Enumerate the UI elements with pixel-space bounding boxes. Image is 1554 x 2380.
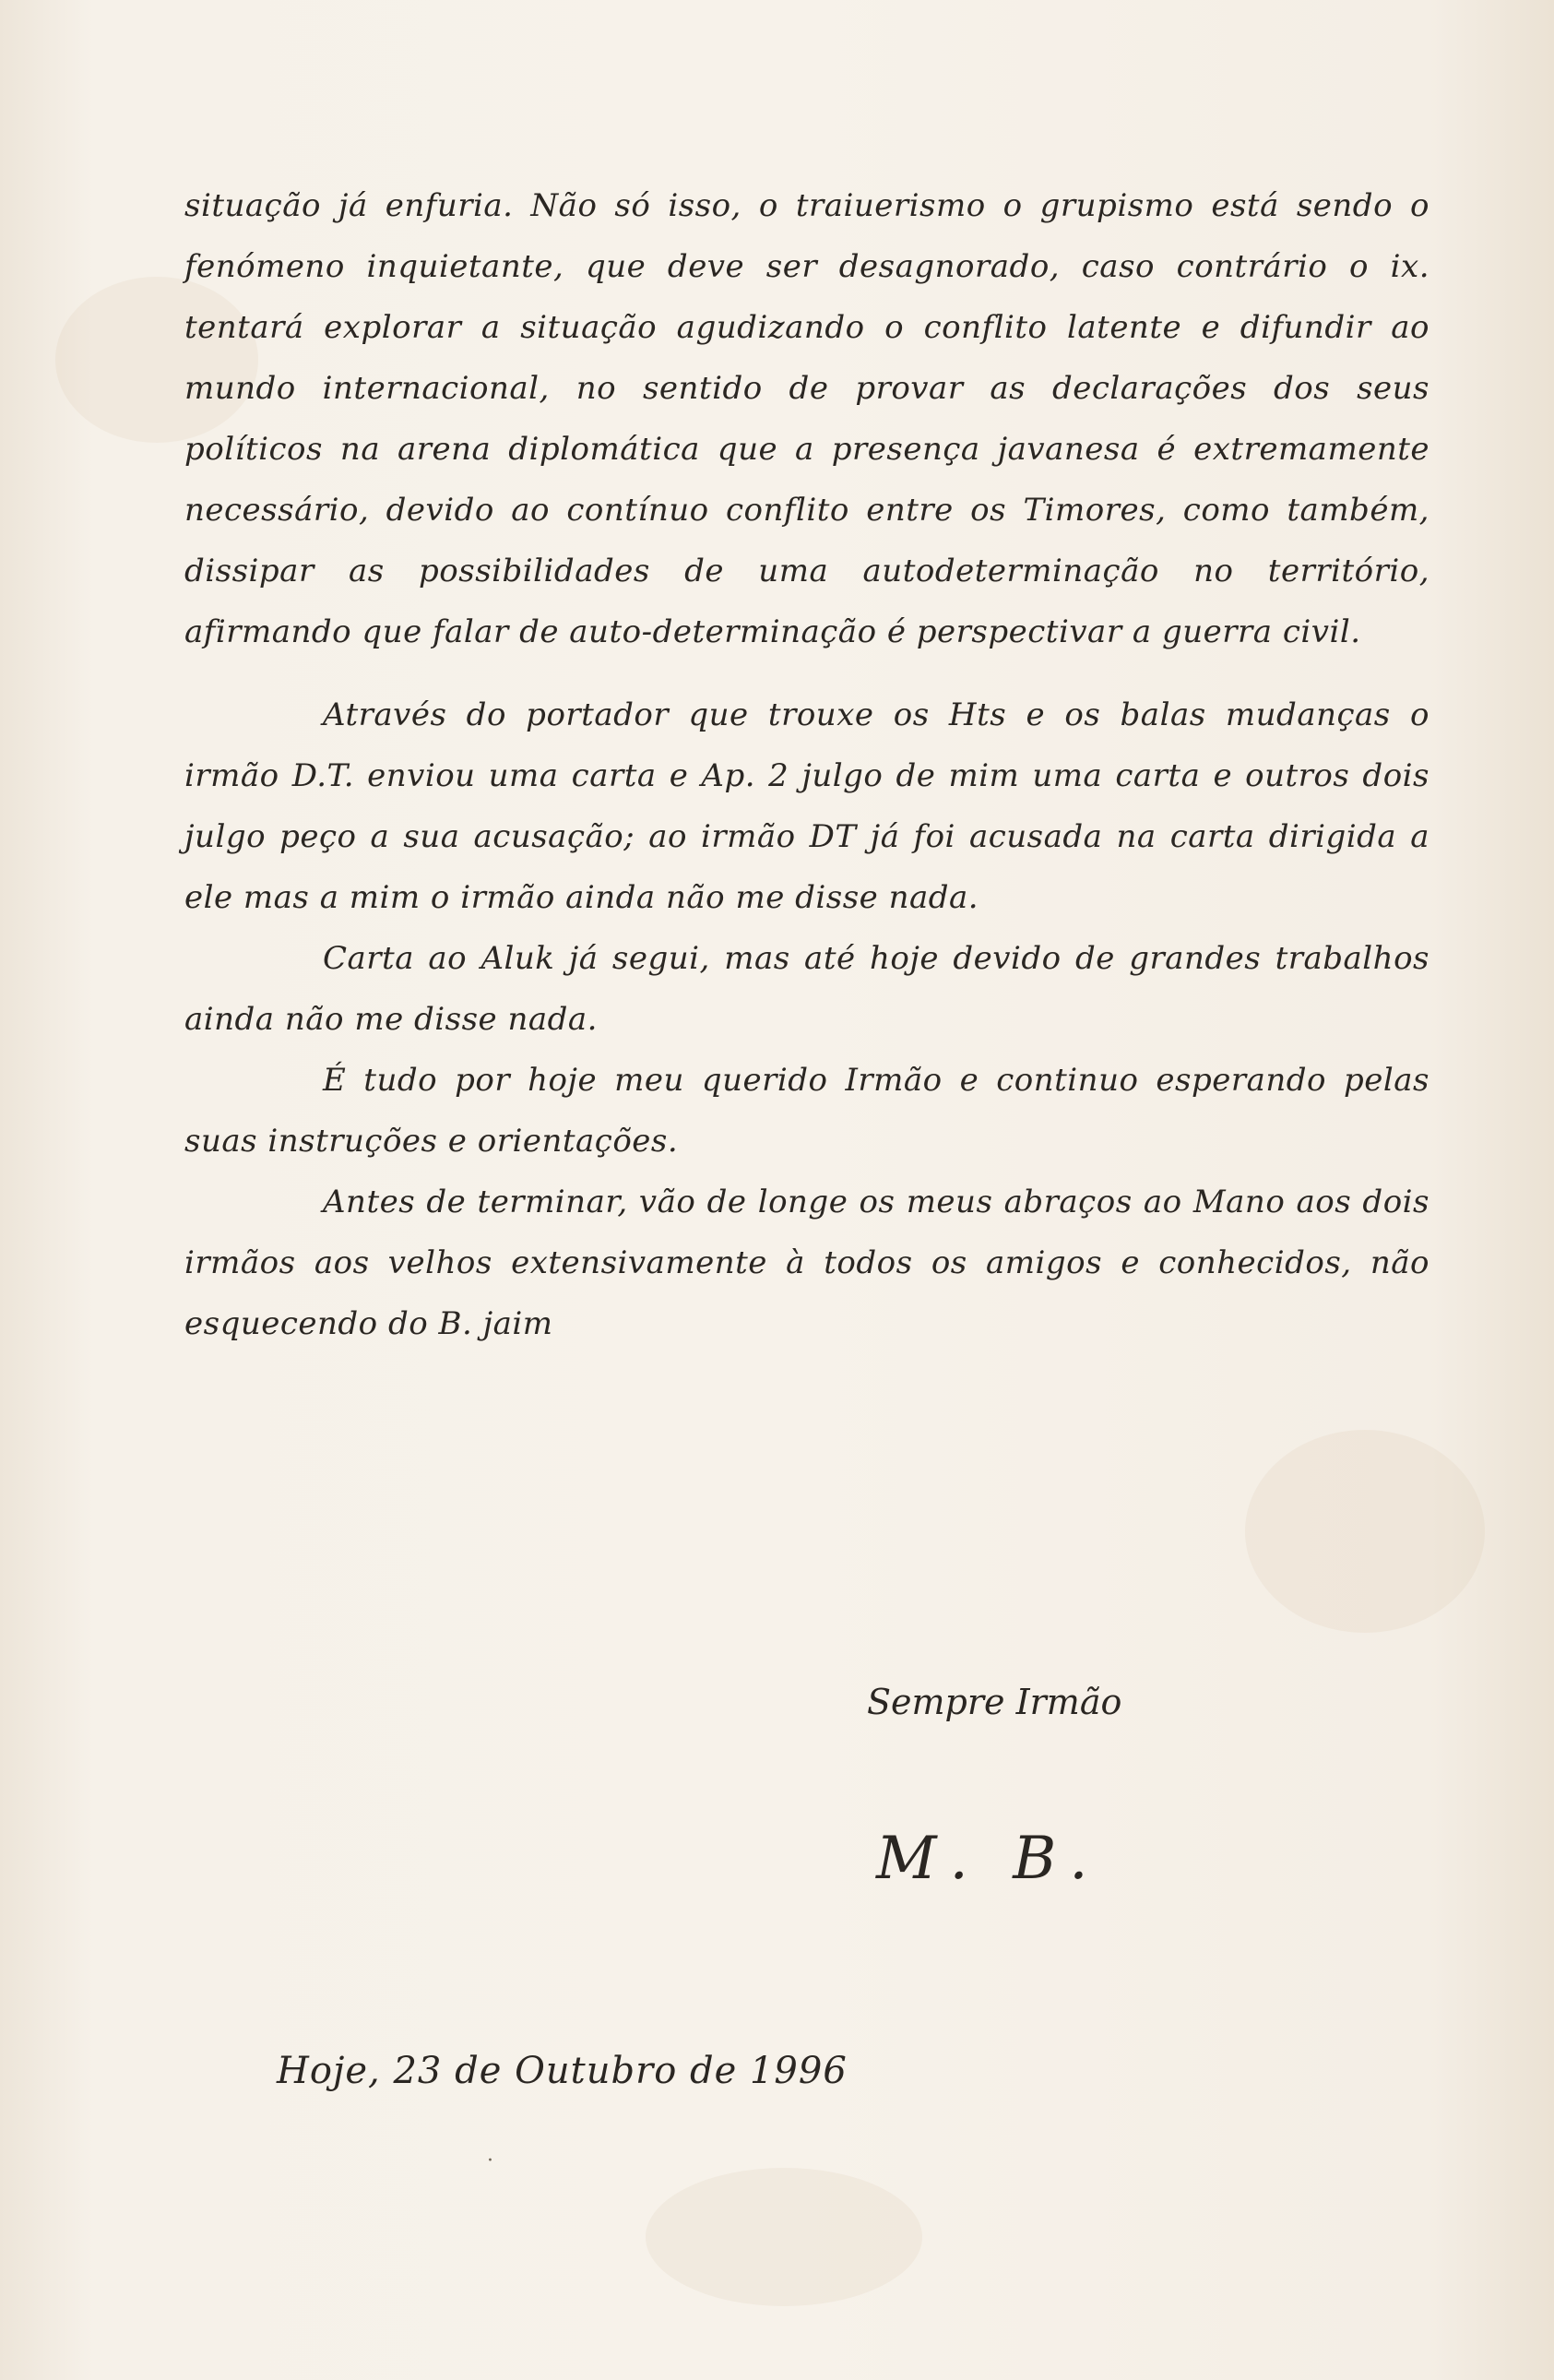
paper-stain	[1245, 1430, 1485, 1633]
paper-stain	[646, 2168, 922, 2306]
paragraph-1: situação já enfuria. Não só isso, o traiuerismo o grupismo está sendo o fenómeno inquietante, que deve ser desagnorado, caso contrário o ix. tentará explorar a situação agudizando o conflito latente e difundir ao mundo internacional, no sentido de provar as declarações dos seus políticos na arena diplomática que a presença javanesa é extremamente necessário, devido ao contínuo conflito entre os Timores, como também, dissipar as possibilidades de uma autodeterminação no território, afirmando que falar de auto-determinação é perspectivar a guerra civil.	[184, 187, 1429, 650]
letter-date: Hoje, 23 de Outubro de 1996	[277, 2050, 848, 2092]
closing-salutation: Sempre Irmão	[867, 1682, 1122, 1722]
ink-dot-mark: ·	[487, 2149, 493, 2172]
signature: M. B.	[876, 1825, 1101, 1893]
letter-body	[184, 175, 1429, 1354]
paragraph-3: Carta ao Aluk já segui, mas até hoje devido de grandes trabalhos ainda não me disse nada.	[184, 940, 1429, 1038]
paragraph-5: Antes de terminar, vão de longe os meus abraços ao Mano aos dois irmãos aos velhos extensivamente à todos os amigos e conhecidos, não esquecendo do B. jaim	[184, 1184, 1429, 1342]
paragraph-2: Através do portador que trouxe os Hts e os balas mudanças o irmão D.T. enviou uma carta e Ap. 2 julgo de mim uma carta e outros dois julgo peço a sua acusação; ao irmão DT já foi acusada na carta dirigida a ele mas a mim o irmão ainda não me disse nada.	[184, 696, 1429, 916]
paragraph-4: É tudo por hoje meu querido Irmão e continuo esperando pelas suas instruções e orientações.	[184, 1062, 1429, 1160]
